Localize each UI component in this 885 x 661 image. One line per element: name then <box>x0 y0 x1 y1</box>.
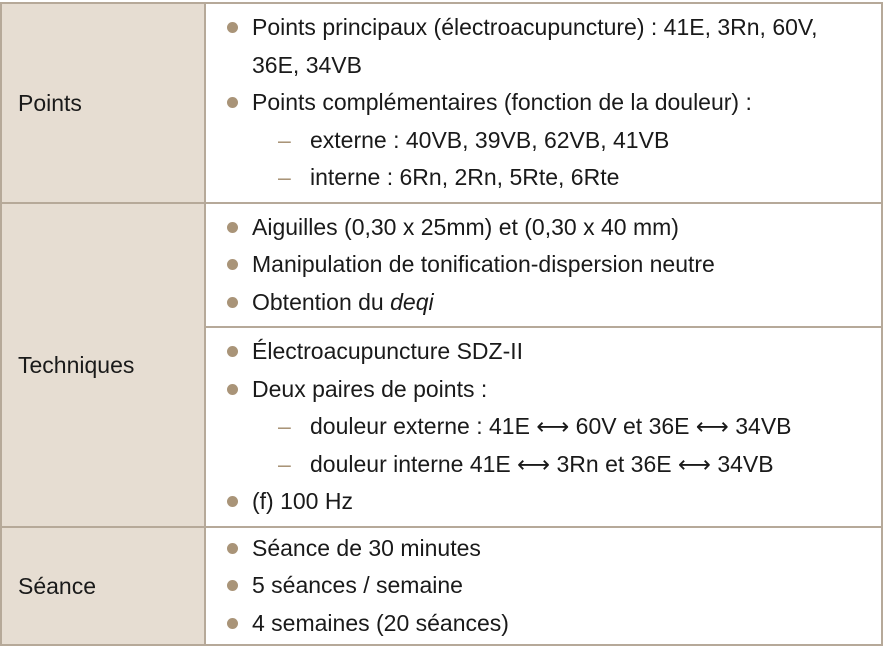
cell-techniques-electro <box>205 327 882 527</box>
sub-item-internal: – interne : 6Rn, 2Rn, 5Rte, 6Rte <box>252 159 871 197</box>
sub-list <box>252 408 871 483</box>
sub-list <box>252 122 871 197</box>
row-label-seance: Séance <box>1 527 205 645</box>
sub-item-internal-pain: – douleur interne 41E ⟷ 3Rn et 36E ⟷ 34VB <box>252 446 871 484</box>
list-item-point-pairs <box>224 371 871 484</box>
table-row-points <box>1 3 882 203</box>
row-label-techniques: Techniques <box>1 203 205 527</box>
list-item-electroacupuncture: Électroacupuncture SDZ-II <box>224 333 871 371</box>
list-item-total: 4 semaines (20 séances) <box>224 605 871 643</box>
obtention-prefix: Obtention du <box>252 288 391 315</box>
row-label-points: Points <box>1 3 205 203</box>
protocol-table <box>0 2 883 646</box>
complementary-points-heading: Points complémentaires (fonction de la douleur) : <box>252 89 752 116</box>
bullet-list <box>224 530 871 643</box>
list-item-frequency: (f) 100 Hz <box>224 483 871 521</box>
cell-techniques-needles <box>205 203 882 327</box>
sub-item-external: – externe : 40VB, 39VB, 62VB, 41VB <box>252 122 871 160</box>
list-item-frequency-week: 5 séances / semaine <box>224 567 871 605</box>
table-row-seance <box>1 527 882 645</box>
list-item-needles: Aiguilles (0,30 x 25mm) et (0,30 x 40 mm) <box>224 209 871 247</box>
list-item-manipulation: Manipulation de tonification-dispersion neutre <box>224 246 871 284</box>
point-pairs-heading: Deux paires de points : <box>252 375 488 402</box>
bullet-list <box>224 9 871 197</box>
table-row-techniques-1 <box>1 203 882 327</box>
list-item-complementary-points <box>224 84 871 197</box>
list-item-main-points: Points principaux (électroacupuncture) : 41E, 3Rn, 60V, 36E, 34VB <box>224 9 871 84</box>
list-item-duration: Séance de 30 minutes <box>224 530 871 568</box>
bullet-list <box>224 209 871 322</box>
obtention-deqi: deqi <box>390 288 434 315</box>
bullet-list <box>224 333 871 521</box>
cell-seance <box>205 527 882 645</box>
sub-item-external-pain: – douleur externe : 41E ⟷ 60V et 36E ⟷ 34VB <box>252 408 871 446</box>
cell-points <box>205 3 882 203</box>
list-item-obtention <box>224 284 871 322</box>
